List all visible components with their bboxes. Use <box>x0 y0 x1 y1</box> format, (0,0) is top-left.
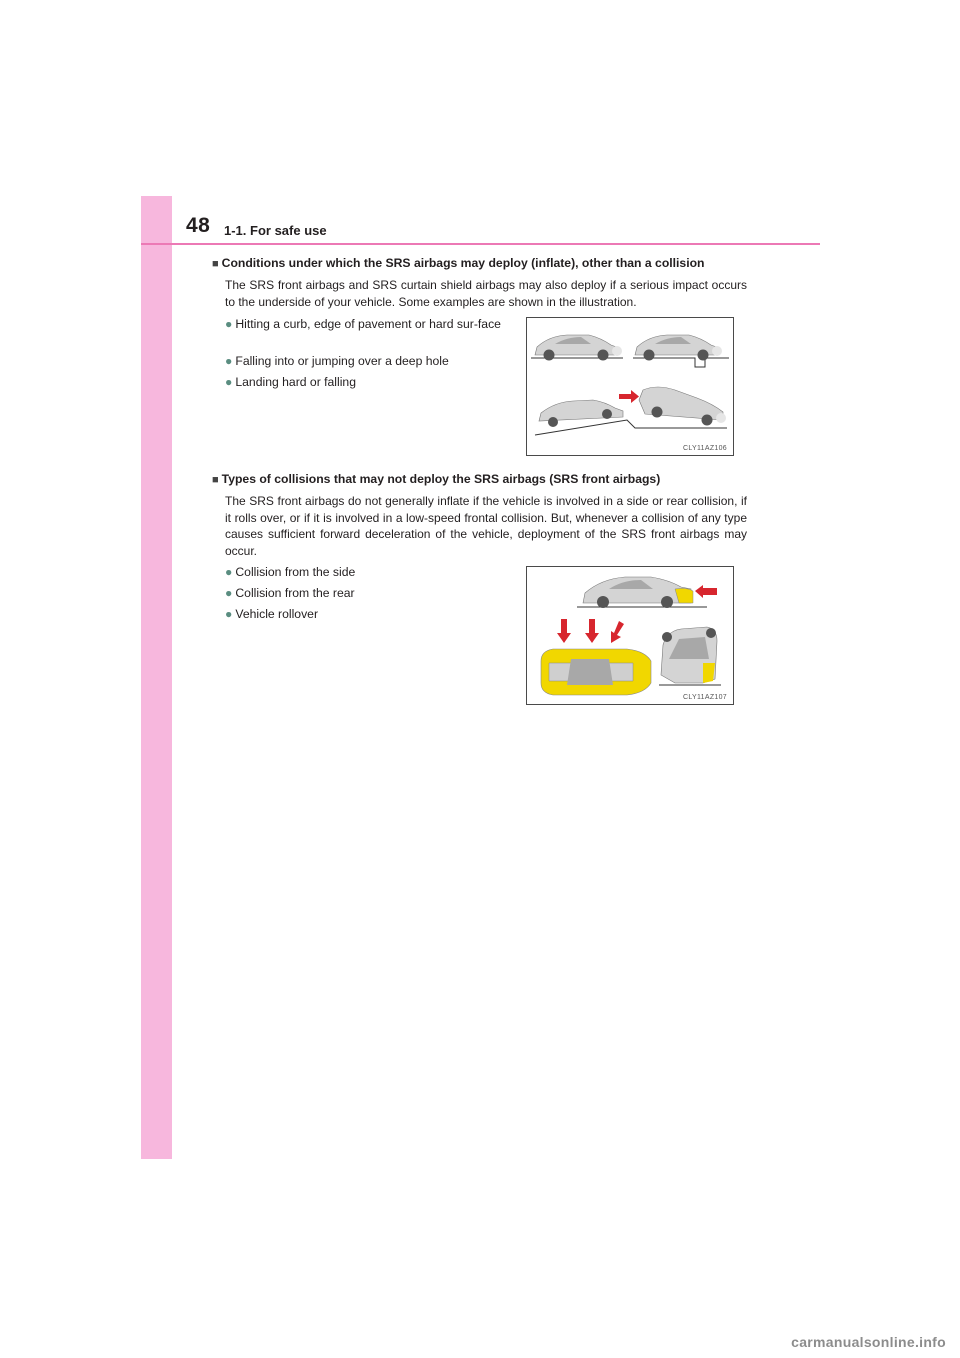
watermark: carmanualsonline.info <box>791 1334 946 1350</box>
circle-bullet-icon: ● <box>225 317 233 331</box>
list-item: ● Vehicle rollover <box>225 607 319 621</box>
figure-code: CLY11AZ106 <box>683 445 727 452</box>
list-item: ● Collision from the side <box>225 565 356 579</box>
red-arrow-icon <box>557 619 624 643</box>
car-hole-icon <box>633 335 729 367</box>
underside-impact-illustration <box>527 318 733 455</box>
red-arrow-icon <box>695 585 717 598</box>
section-title: 1-1. For safe use <box>224 223 327 238</box>
header-rule <box>141 243 820 245</box>
circle-bullet-icon: ● <box>225 607 233 621</box>
page-number: 48 <box>186 214 211 237</box>
collision-types-illustration <box>527 567 733 704</box>
list-item: ● Collision from the rear <box>225 586 355 600</box>
red-arrow-icon <box>619 390 639 403</box>
figure-collision-types <box>526 566 734 705</box>
car-side-collision-icon <box>541 649 651 695</box>
heading-deploy-conditions: ■ Conditions under which the SRS airbags may deploy (inflate), other than a collision <box>212 256 705 270</box>
list-item: ● Hitting a curb, edge of pavement or hard sur-face <box>225 317 501 331</box>
figure-code: CLY11AZ107 <box>683 694 727 701</box>
list-item: ● Landing hard or falling <box>225 375 356 389</box>
heading-non-deploy-types: ■ Types of collisions that may not deploy the SRS airbags (SRS front airbags) <box>212 472 661 486</box>
circle-bullet-icon: ● <box>225 375 233 389</box>
square-bullet-icon: ■ <box>212 258 219 270</box>
chapter-tab-strip <box>141 196 172 1159</box>
circle-bullet-icon: ● <box>225 354 233 368</box>
list-item: ● Falling into or jumping over a deep hole <box>225 354 449 368</box>
paragraph-non-deploy-types: The SRS front airbags do not generally inflate if the vehicle is involved in a side or rear collision, if it rolls over, or if it is involved in a low-speed frontal collision. But, whenever a collision of any type causes sufficient forward deceleration of the vehicle, deployment of the SRS front airbags may occur. <box>225 494 747 558</box>
circle-bullet-icon: ● <box>225 565 233 579</box>
car-rollover-icon <box>659 627 721 685</box>
square-bullet-icon: ■ <box>212 474 219 486</box>
circle-bullet-icon: ● <box>225 586 233 600</box>
figure-underside-impact <box>526 317 734 456</box>
car-rear-collision-icon <box>577 577 707 608</box>
car-curb-icon <box>531 335 623 361</box>
paragraph-deploy-conditions: The SRS front airbags and SRS curtain shield airbags may also deploy if a serious impact occurs to the underside of your vehicle. Some examples are shown in the illustration. <box>225 278 747 309</box>
